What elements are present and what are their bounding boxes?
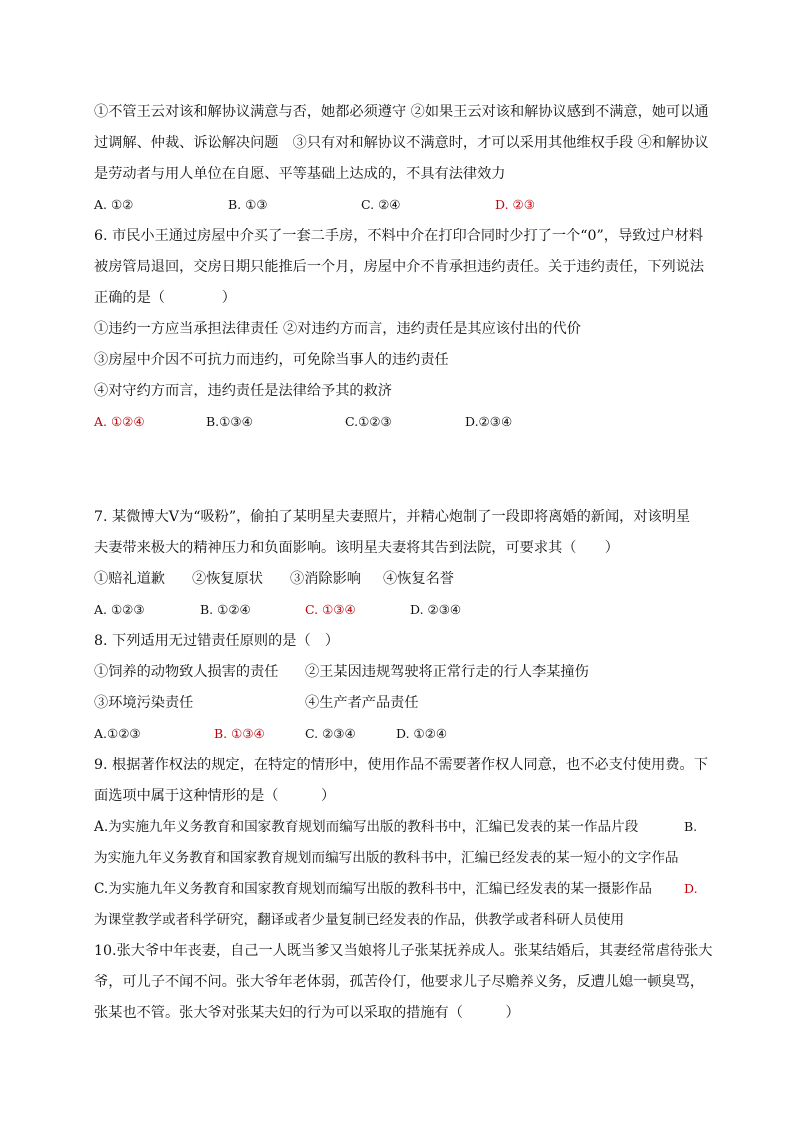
q7-statement-1: ①赔礼道歉 bbox=[94, 571, 165, 587]
q6-stem-line-3: 正确的是（ ） bbox=[94, 290, 236, 306]
q10-stem-line-1: 10.张大爷中年丧妻，自己一人既当爹又当娘将儿子张某抚养成人。张某结婚后，其妻经常虐待张大 bbox=[94, 943, 713, 959]
q5-option-b: B. ①③ bbox=[228, 197, 268, 212]
q8-option-d: D. ①②④ bbox=[396, 726, 448, 741]
q9-option-a: A.为实施九年义务教育和国家教育规划而编写出版的教科书中，汇编已发表的某一作品片段 bbox=[94, 819, 639, 835]
q5-text-line-2: 过调解、仲裁、诉讼解决问题 ③只有对和解协议不满意时，才可以采用其他维权手段 ④和解协议 bbox=[94, 135, 709, 151]
q6-statement-1-2: ①违约一方应当承担法律责任 ②对违约方而言，违约责任是其应该付出的代价 bbox=[94, 321, 581, 337]
q6-statement-3: ③房屋中介因不可抗力而违约，可免除当事人的违约责任 bbox=[94, 352, 449, 368]
q10-stem-line-3: 张某也不管。张大爷对张某夫妇的行为可以采取的措施有（ ） bbox=[94, 1005, 520, 1021]
q6-option-c: C.①②③ bbox=[345, 414, 392, 429]
q8-option-b-marked: B. ①③④ bbox=[214, 726, 265, 741]
q6-stem-line-2: 被房管局退回，交房日期只能推后一个月，房屋中介不肯承担违约责任。关于违约责任，下列说法 bbox=[94, 259, 705, 275]
q9-option-d-text: 为课堂教学或者科学研究，翻译或者少量复制已经发表的作品，供教学或者科研人员使用 bbox=[94, 912, 625, 928]
q7-option-a: A. ①②③ bbox=[94, 602, 145, 617]
q5-text-line-3: 是劳动者与用人单位在自愿、平等基础上达成的，不具有法律效力 bbox=[94, 166, 506, 182]
q7-option-d: D. ②③④ bbox=[410, 602, 462, 617]
q8-statement-1: ①饲养的动物致人损害的责任 bbox=[94, 664, 279, 680]
q5-text-line-1: ①不管王云对该和解协议满意与否，她都必须遵守 ②如果王云对该和解协议感到不满意，她可以通 bbox=[94, 104, 709, 120]
q9-option-c: C.为实施九年义务教育和国家教育规划而编写出版的教科书中，汇编已经发表的某一摄影作品 bbox=[94, 881, 652, 897]
q9-option-b-label: B. bbox=[684, 819, 698, 834]
q6-stem-line-1: 6. 市民小王通过房屋中介买了一套二手房，不料中介在打印合同时少打了一个“0”，导致过户材料 bbox=[94, 228, 704, 244]
q8-stem: 8. 下列适用无过错责任原则的是（ ） bbox=[94, 633, 340, 649]
q7-option-c-marked: C. ①③④ bbox=[305, 602, 356, 617]
q7-stem-line-1: 7. 某微博大V为“吸粉”，偷拍了某明星夫妻照片，并精心炮制了一段即将离婚的新闻，对该明星 bbox=[94, 509, 691, 525]
q5-option-a: A. ①② bbox=[94, 197, 134, 212]
q9-stem-line-1: 9. 根据著作权法的规定，在特定的情形中，使用作品不需要著作权人同意，也不必支付使用费。下 bbox=[94, 757, 708, 773]
q8-statement-2: ②王某因违规驾驶将正常行走的行人李某撞伤 bbox=[305, 664, 589, 680]
q10-stem-line-2: 爷，可儿子不闻不问。张大爷年老体弱，孤苦伶仃，他要求儿子尽赡养义务，反遭儿媳一顿臭骂， bbox=[94, 974, 705, 990]
q7-statement-3: ③消除影响 bbox=[290, 571, 361, 587]
q5-option-c: C. ②④ bbox=[361, 197, 401, 212]
q8-statement-3: ③环境污染责任 bbox=[94, 695, 194, 711]
q8-option-a: A.①②③ bbox=[94, 726, 141, 741]
q7-stem-line-2: 夫妻带来极大的精神压力和负面影响。该明星夫妻将其告到法院，可要求其（ ） bbox=[94, 540, 619, 556]
q6-option-b: B.①③④ bbox=[206, 414, 253, 429]
q9-option-d-label-marked: D. bbox=[684, 881, 698, 896]
q9-option-b-text: 为实施九年义务教育和国家教育规划而编写出版的教科书中，汇编已经发表的某一短小的文字作品 bbox=[94, 850, 679, 866]
q7-statement-2: ②恢复原状 bbox=[192, 571, 263, 587]
q6-option-a-marked: A. ①②④ bbox=[94, 414, 145, 429]
q5-option-d-marked: D. ②③ bbox=[495, 197, 535, 212]
q8-statement-4: ④生产者产品责任 bbox=[305, 695, 419, 711]
q6-option-d: D.②③④ bbox=[465, 414, 513, 429]
q9-stem-line-2: 面选项中属于这种情形的是（ ） bbox=[94, 788, 336, 804]
q7-option-b: B. ①②④ bbox=[200, 602, 251, 617]
q6-statement-4: ④对守约方而言，违约责任是法律给予其的救济 bbox=[94, 383, 392, 399]
q7-statement-4: ④恢复名誉 bbox=[383, 571, 454, 587]
q8-option-c: C. ②③④ bbox=[305, 726, 356, 741]
